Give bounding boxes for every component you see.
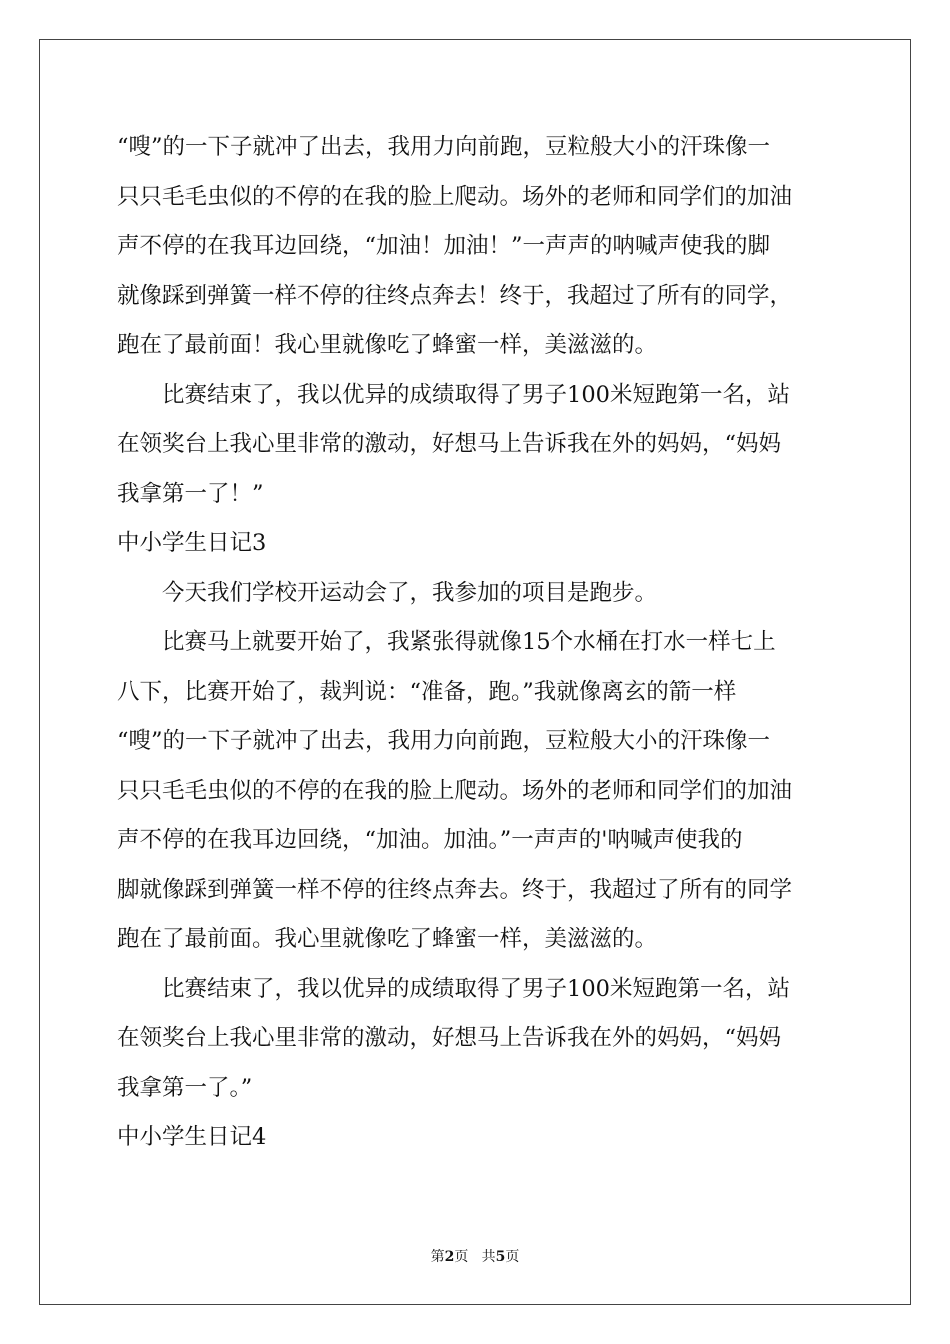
text-line: 脚就像踩到弹簧一样不停的往终点奔去。终于，我超过了所有的同学 bbox=[117, 876, 793, 903]
page-number: 2 bbox=[444, 1249, 455, 1265]
text-line: 比赛结束了，我以优异的成绩取得了男子100米短跑第一名，站 bbox=[117, 975, 790, 1002]
text-line: 八下，比赛开始了，裁判说：“准备，跑。”我就像离玄的箭一样 bbox=[117, 678, 737, 705]
text-line: 我拿第一了。” bbox=[117, 1074, 253, 1101]
page-suffix: 页 bbox=[454, 1249, 469, 1265]
text-line: 今天我们学校开运动会了，我参加的项目是跑步。 bbox=[117, 579, 658, 606]
text-line: 在领奖台上我心里非常的激动，好想马上告诉我在外的妈妈，“妈妈 bbox=[117, 431, 782, 457]
text-line: 我拿第一了！” bbox=[117, 480, 264, 507]
total-pages: 5 bbox=[495, 1249, 506, 1265]
text-line: 就像踩到弹簧一样不停的往终点奔去！终于，我超过了所有的同学， bbox=[117, 282, 793, 309]
total-suffix: 页 bbox=[505, 1249, 520, 1265]
text-line: 只只毛毛虫似的不停的在我的脸上爬动。场外的老师和同学们的加油 bbox=[117, 777, 793, 804]
text-line: 跑在了最前面。我心里就像吃了蜂蜜一样，美滋滋的。 bbox=[117, 926, 658, 952]
document-body bbox=[117, 123, 837, 1163]
section-heading: 中小学生日记3 bbox=[117, 530, 267, 556]
text-line: 只只毛毛虫似的不停的在我的脸上爬动。场外的老师和同学们的加油 bbox=[117, 183, 793, 210]
section-heading: 中小学生日记4 bbox=[117, 1124, 267, 1150]
text-line: “嗖”的一下子就冲了出去，我用力向前跑，豆粒般大小的汗珠像一 bbox=[117, 728, 771, 754]
text-line: 比赛马上就要开始了，我紧张得就像15个水桶在打水一样七上 bbox=[117, 629, 776, 655]
text-line: 比赛结束了，我以优异的成绩取得了男子100米短跑第一名，站 bbox=[117, 381, 790, 408]
total-prefix: 共 bbox=[481, 1249, 496, 1265]
page-footer bbox=[0, 1247, 950, 1267]
text-line: 跑在了最前面！我心里就像吃了蜂蜜一样，美滋滋的。 bbox=[117, 332, 658, 358]
text-line: 声不停的在我耳边回绕，“加油。加油。”一声声的'呐喊声使我的 bbox=[117, 827, 743, 853]
page-prefix: 第 bbox=[430, 1249, 445, 1265]
text-line: 声不停的在我耳边回绕，“加油！加油！”一声声的呐喊声使我的脚 bbox=[117, 233, 771, 259]
text-line: 在领奖台上我心里非常的激动，好想马上告诉我在外的妈妈，“妈妈 bbox=[117, 1025, 782, 1051]
text-line: “嗖”的一下子就冲了出去，我用力向前跑，豆粒般大小的汗珠像一 bbox=[117, 134, 771, 160]
